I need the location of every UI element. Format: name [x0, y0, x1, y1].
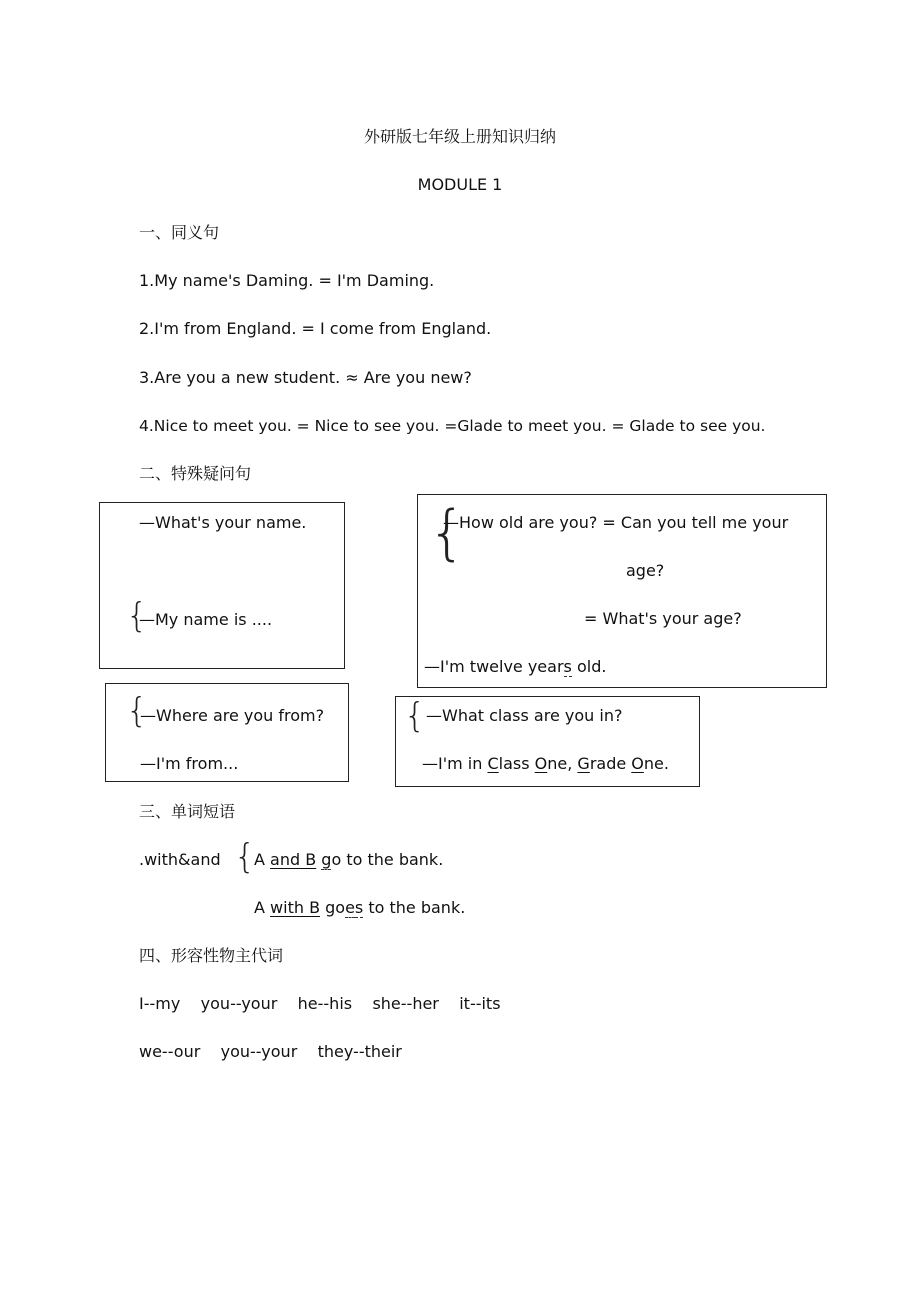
phrase-and-example: [254, 850, 443, 870]
phrase-underlined: and B: [270, 850, 317, 869]
underlined-letter: G: [577, 754, 590, 773]
phrase-part: go: [320, 898, 346, 917]
underlined-letter: O: [534, 754, 548, 773]
phrase-with-example: [254, 898, 465, 918]
possessive-row-2: we--our you--your they--their: [139, 1042, 402, 1061]
section-heading-questions: 二、特殊疑问句: [139, 464, 252, 483]
answer-class-part: ne.: [643, 754, 669, 773]
question-age-continued: age?: [626, 561, 665, 580]
answer-class-part: —I'm in: [422, 754, 488, 773]
question-age: —How old are you? = Can you tell me your: [443, 513, 789, 532]
phrase-part: to the bank.: [363, 898, 466, 917]
phrase-marked-letter: s: [354, 898, 364, 917]
synonym-item-2: 2.I'm from England. = I come from England.: [139, 319, 492, 338]
phrase-label: .with&and: [139, 850, 221, 869]
brace-icon: {: [234, 837, 256, 877]
phrase-underlined: with B: [270, 898, 321, 917]
phrase-part: A: [254, 850, 271, 869]
answer-class-part: ne,: [547, 754, 578, 773]
section-heading-synonyms: 一、同义句: [139, 223, 220, 242]
question-class: —What class are you in?: [426, 706, 623, 725]
synonym-item-1: 1.My name's Daming. = I'm Daming.: [139, 271, 435, 290]
brace-icon: {: [126, 691, 148, 731]
section-heading-possessives: 四、形容性物主代词: [139, 946, 284, 965]
question-name: —What's your name.: [139, 513, 307, 532]
synonym-item-3: 3.Are you a new student. ≈ Are you new?: [139, 368, 472, 387]
synonym-item-4: 4.Nice to meet you. = Nice to see you. =Glade to meet you. = Glade to see you.: [139, 417, 766, 435]
dialog-box-name: [99, 502, 345, 669]
brace-icon: {: [126, 596, 148, 636]
module-heading: MODULE 1: [417, 175, 503, 194]
answer-class-part: lass: [498, 754, 535, 773]
dialog-box-age: [417, 494, 827, 688]
possessive-row-1: I--my you--your he--his she--her it--its: [139, 994, 501, 1013]
underlined-letter: O: [631, 754, 644, 773]
brace-icon: {: [404, 696, 426, 736]
answer-age-marked-letter: s: [563, 657, 572, 676]
question-from: —Where are you from?: [140, 706, 325, 725]
question-age-alternative: = What's your age?: [584, 609, 742, 628]
section-heading-phrases: 三、单词短语: [139, 802, 236, 821]
answer-age-text: —I'm twelve year: [424, 657, 564, 676]
document-title: 外研版七年级上册知识归纳: [363, 127, 556, 146]
answer-age-end: old.: [571, 657, 607, 676]
answer-class-part: rade: [589, 754, 632, 773]
phrase-part: o to the bank.: [331, 850, 444, 869]
answer-class: [422, 754, 669, 774]
underlined-letter: C: [487, 754, 499, 773]
dialog-box-from: [105, 683, 349, 782]
answer-age: [424, 657, 606, 677]
answer-from: —I'm from...: [140, 754, 239, 773]
phrase-part: A: [254, 898, 271, 917]
phrase-marked-letter: g: [321, 850, 332, 869]
dialog-box-class: [395, 696, 700, 787]
answer-name: —My name is ....: [139, 610, 273, 629]
brace-icon: {: [428, 498, 467, 568]
phrase-marked-letter: e: [345, 898, 355, 917]
